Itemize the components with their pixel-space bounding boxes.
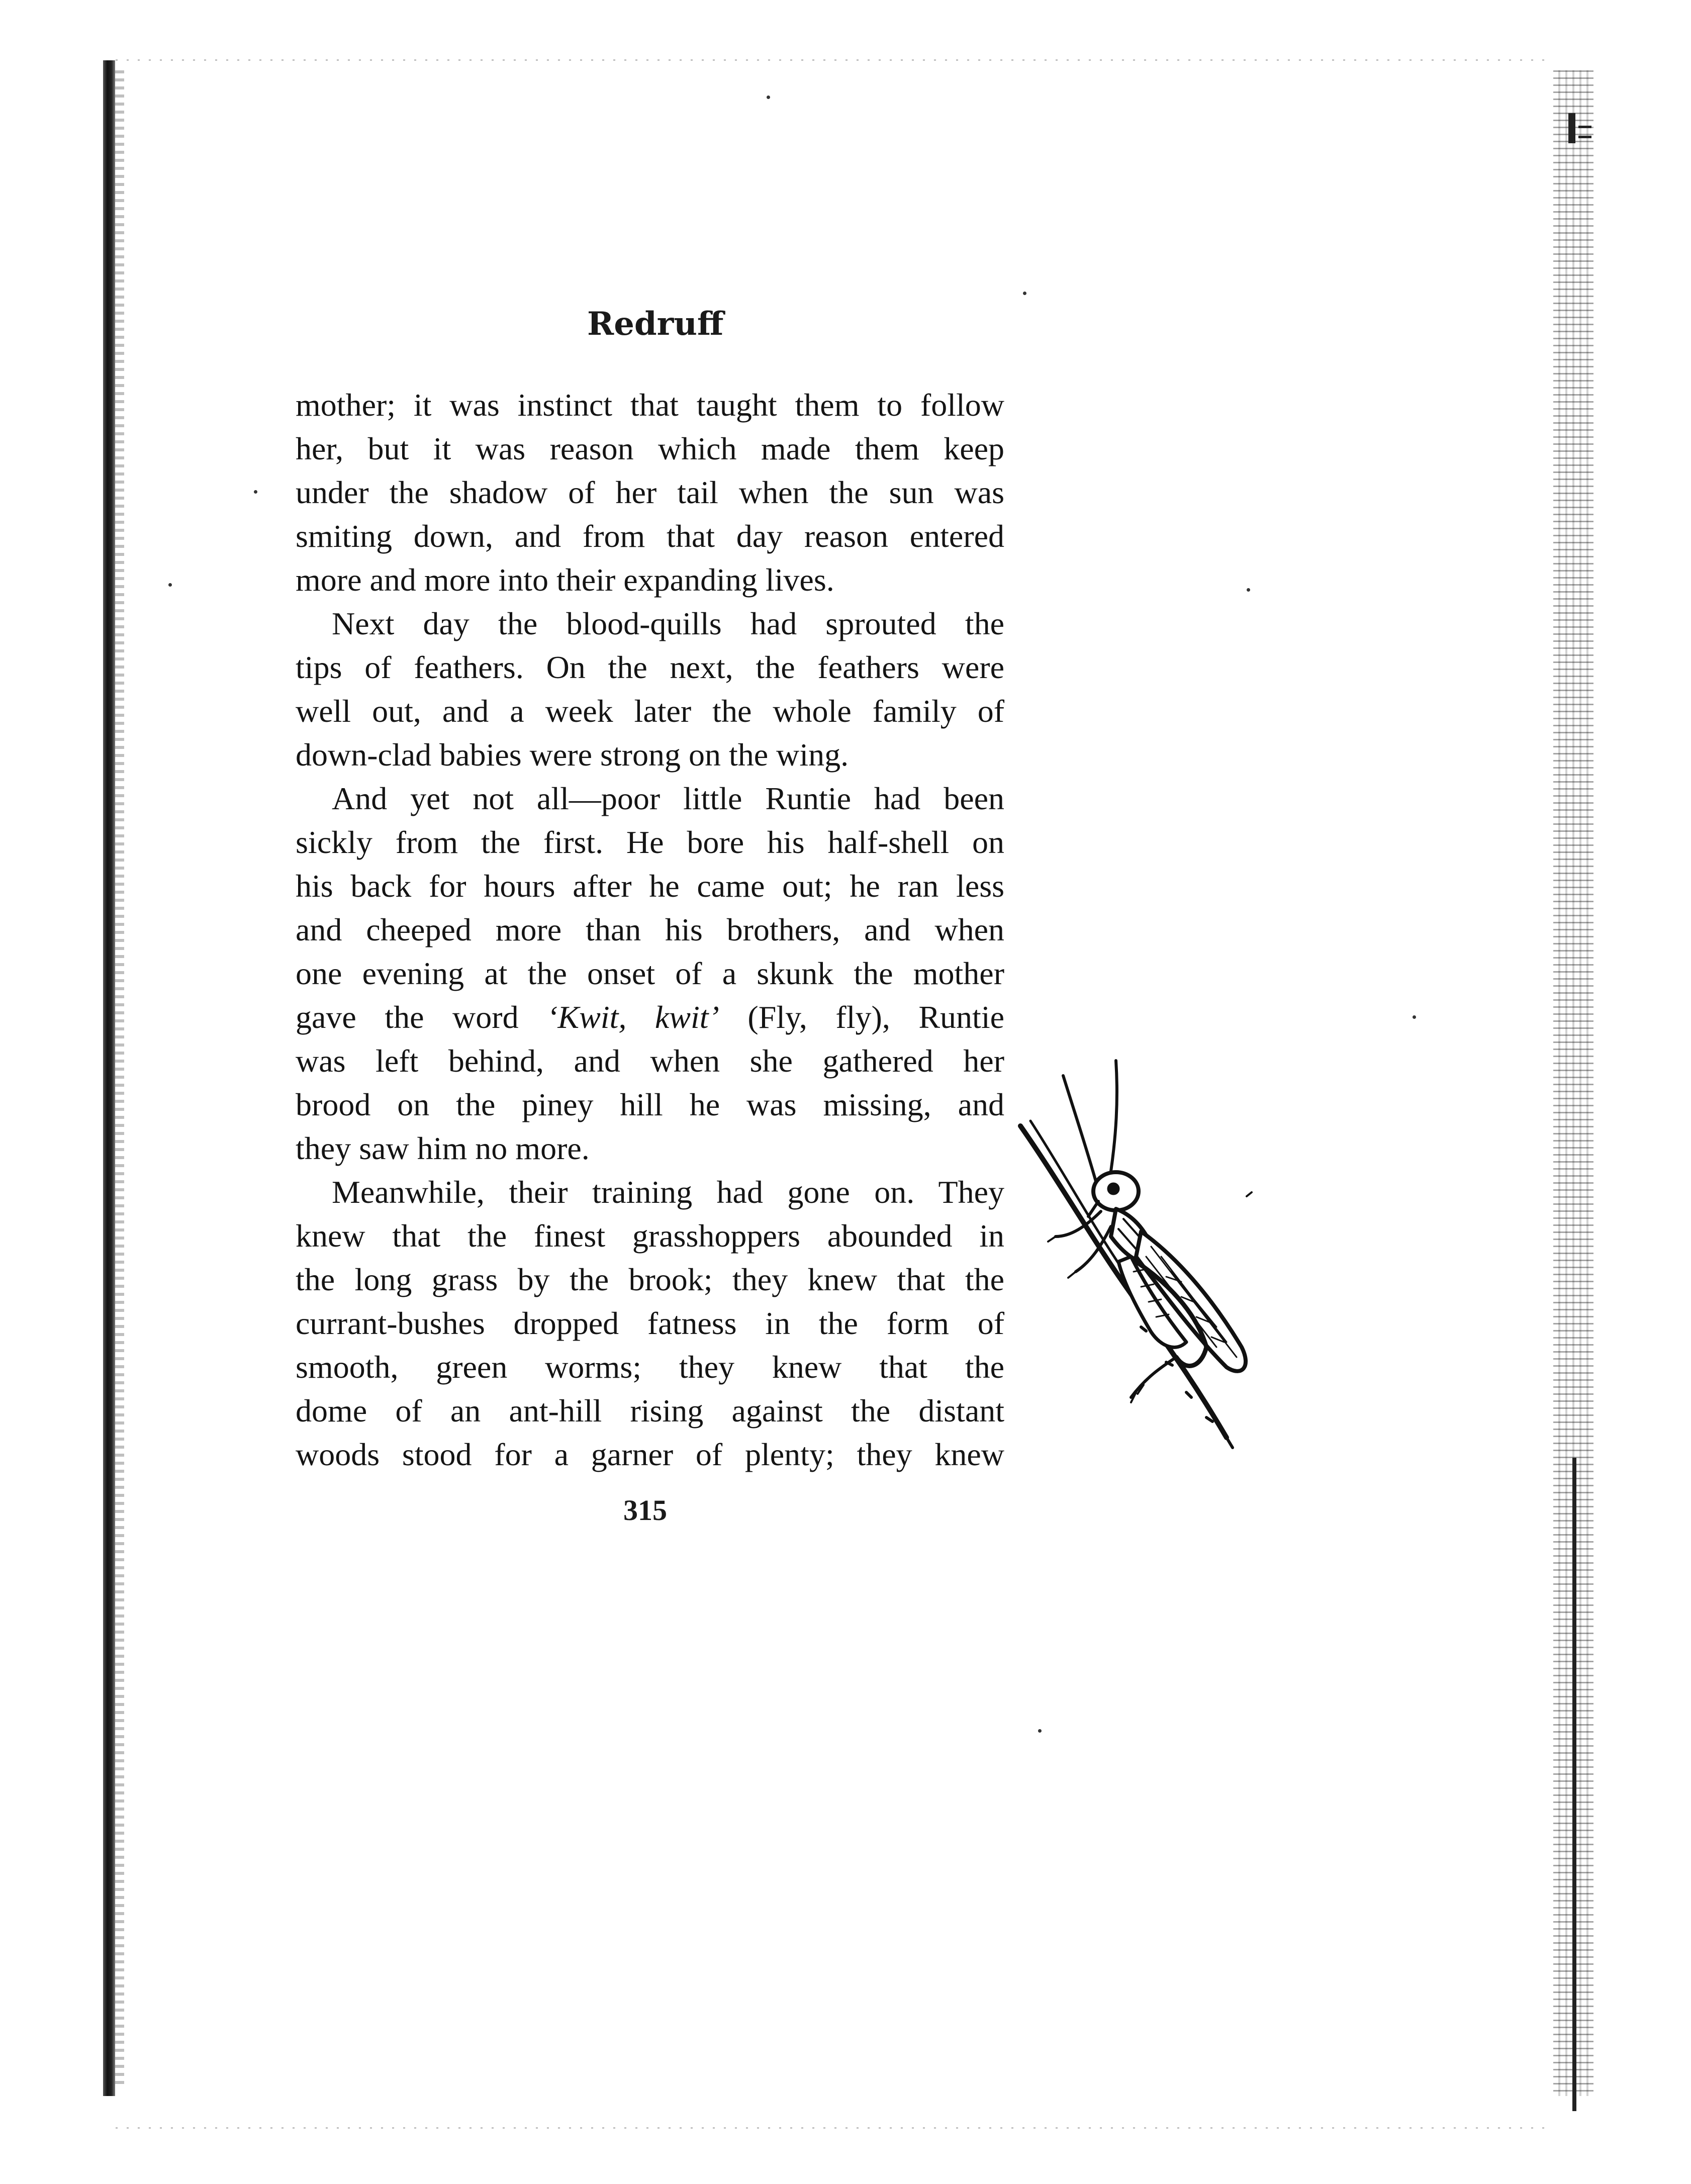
text-line: the long grass by the brook; they knew that the	[296, 1262, 1004, 1297]
text-line: one evening at the onset of a skunk the mother	[296, 956, 1004, 991]
text-line: mother; it was instinct that taught them to follow	[296, 387, 1004, 423]
scan-speck	[254, 490, 257, 494]
text-line: her, but it was reason which made them keep	[296, 431, 1004, 466]
text-line: currant-bushes dropped fatness in the form of	[296, 1305, 1004, 1341]
text-line: brood on the piney hill he was missing, and	[296, 1087, 1004, 1122]
text-line: smiting down, and from that day reason entered	[296, 518, 1004, 554]
text-line: and cheeped more than his brothers, and when	[296, 912, 1004, 947]
scan-speck	[1038, 1729, 1042, 1733]
scan-speck	[1023, 292, 1026, 295]
text-line: woods stood for a garner of plenty; they knew	[296, 1437, 1004, 1472]
text-run: gave the word	[296, 999, 547, 1035]
text-line: smooth, green worms; they knew that the	[296, 1349, 1004, 1385]
scan-speck	[1413, 1015, 1416, 1019]
text-line	[296, 995, 1004, 1039]
binding-shadow	[115, 70, 124, 2086]
page-right-dash	[1578, 126, 1591, 128]
scan-edge-top	[116, 59, 1553, 61]
page-right-tick	[1568, 113, 1575, 143]
scan-speck	[1247, 588, 1250, 592]
text-run: (Fly, fly), Runtie	[719, 999, 1005, 1035]
text-line: And yet not all—poor little Runtie had been	[332, 781, 1004, 816]
text-line: under the shadow of her tail when the sun was	[296, 474, 1004, 510]
body-text	[296, 383, 1004, 1476]
text-line: down-clad babies were strong on the wing.	[296, 737, 849, 773]
text-line: his back for hours after he came out; he ran less	[296, 868, 1004, 904]
scan-speck	[767, 96, 770, 99]
page-number: 315	[623, 1494, 667, 1527]
text-line: was left behind, and when she gathered her	[296, 1043, 1004, 1079]
scan-edge-bottom	[116, 2127, 1553, 2129]
text-line: Next day the blood-quills had sprouted the	[332, 606, 1004, 641]
running-head: Redruff	[587, 305, 724, 343]
scan-speck	[168, 583, 172, 587]
text-line: Meanwhile, their training had gone on. They	[332, 1174, 1004, 1210]
text-line: more and more into their expanding lives.	[296, 562, 834, 598]
text-line: sickly from the first. He bore his half-shell on	[296, 824, 1004, 860]
grasshopper-illustration	[1015, 1046, 1287, 1463]
page-right-edge-line	[1572, 1458, 1576, 2111]
binding-edge	[103, 60, 115, 2096]
text-line: they saw him no more.	[296, 1130, 590, 1166]
text-line: dome of an ant-hill rising against the distant	[296, 1393, 1004, 1429]
italic-call: ‘Kwit, kwit’	[547, 999, 719, 1035]
page-right-dash	[1578, 136, 1591, 138]
text-line: well out, and a week later the whole family of	[296, 693, 1004, 729]
text-line: knew that the finest grasshoppers abounded in	[296, 1218, 1004, 1254]
text-line: tips of feathers. On the next, the feathers were	[296, 649, 1004, 685]
